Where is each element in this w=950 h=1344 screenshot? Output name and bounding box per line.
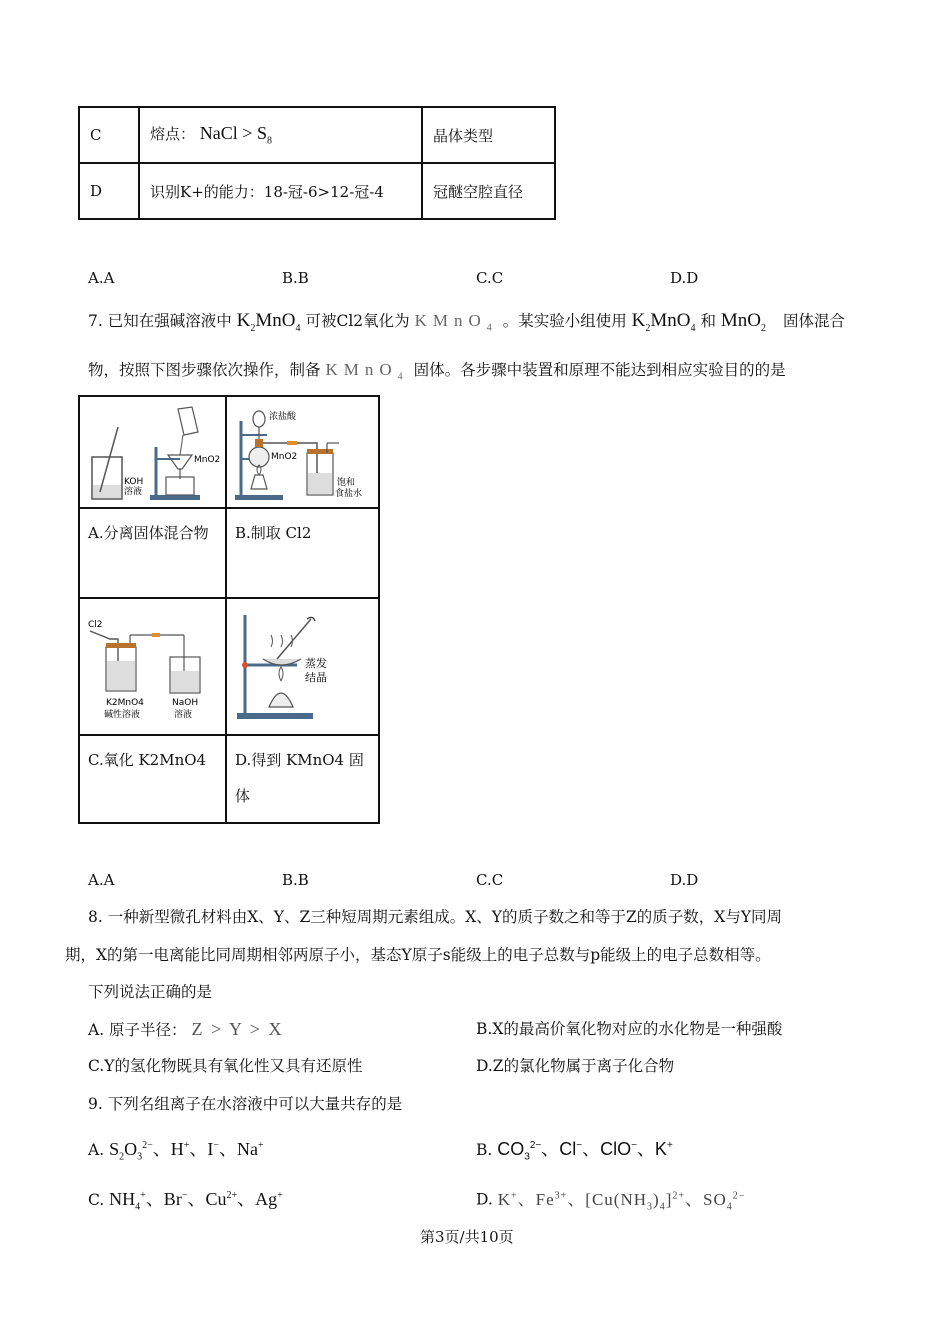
label-b-cell [226, 508, 379, 598]
q7-option-c[interactable]: C.C [476, 871, 504, 889]
q6-option-d[interactable]: D.D [670, 269, 699, 287]
q7-line1: 7. 已知在强碱溶液中 $K_2MnO_4$ 可被Cl2氧化为 KMnO$_4$ 。某实验小组使用 $K_2MnO_4$ 和 MnO$_2$ 固体混合 [88, 310, 845, 334]
svg-text:MnO2: MnO2 [194, 455, 221, 465]
filtration-diagram [80, 397, 225, 507]
q8-option-b[interactable]: B.X的最高价氧化物对应的水化物是一种强酸 [476, 1020, 783, 1038]
svg-text:结晶: 结晶 [305, 671, 327, 684]
q7-option-d[interactable]: D.D [670, 871, 699, 889]
svg-text:NaOH: NaOH [172, 698, 199, 708]
figure-c-cell [79, 598, 226, 735]
q8-line3: 下列说法正确的是 [88, 983, 213, 1001]
figure-d-cell [226, 598, 379, 735]
option-c-label: C.氧化 K2MnO4 [88, 751, 207, 769]
svg-text:饱和: 饱和 [337, 478, 356, 488]
q6-option-c[interactable]: C.C [476, 269, 504, 287]
q9-option-a[interactable]: A. $S_2O_3^{2-}$、H+、I−、Na+ [88, 1139, 264, 1163]
q6-option-a[interactable]: A.A [88, 269, 115, 287]
row-label: C [79, 107, 139, 163]
q8-option-c[interactable]: C.Y的氢化物既具有氧化性又具有还原性 [88, 1057, 363, 1075]
svg-text:溶液: 溶液 [124, 487, 143, 497]
svg-text:碱性溶液: 碱性溶液 [104, 710, 141, 720]
label-c-cell [79, 735, 226, 823]
q7-option-a[interactable]: A.A [88, 871, 115, 889]
label-d-cell [226, 735, 379, 823]
figure-b-cell [226, 396, 379, 508]
svg-text:Cl2: Cl2 [88, 620, 103, 630]
label-a-cell [79, 508, 226, 598]
table-row [79, 163, 555, 219]
evaporation-diagram [227, 599, 378, 734]
q8-line2: 期，X的第一电离能比同周期相邻两原子小，基态Y原子s能级上的电子总数与p能级上的电子总数相等。 [65, 946, 771, 964]
option-b-label: B.制取 Cl2 [235, 524, 312, 542]
svg-text:浓盐酸: 浓盐酸 [269, 412, 297, 422]
q7-option-b[interactable]: B.B [282, 871, 309, 889]
svg-text:溶液: 溶液 [174, 710, 193, 720]
svg-text:K2MnO4: K2MnO4 [106, 698, 144, 708]
q9-option-c[interactable]: C. $NH_4^+$、Br−、$Cu^{2+}$、Ag+ [88, 1189, 283, 1213]
q8-option-d[interactable]: D.Z的氯化物属于离子化合物 [476, 1057, 675, 1075]
q8-option-a[interactable]: A. 原子半径： Z > Y > X [88, 1019, 284, 1039]
q9-option-b[interactable]: B. $CO_3^{2-}$、Cl−、ClO−、K+ [476, 1139, 673, 1163]
svg-text:KOH: KOH [124, 477, 144, 487]
svg-text:食盐水: 食盐水 [335, 489, 363, 499]
chlorine-generator-diagram [227, 397, 378, 507]
q9-option-d[interactable]: D. K+、$Fe^{3+}$、$[Cu(NH_3)_4]^{2+}$、$SO_4^{2-}$ [476, 1189, 746, 1213]
q8-line1: 8. 一种新型微孔材料由X、Y、Z三种短周期元素组成。X、Y的质子数之和等于Z的质子数，X与Y同周 [88, 908, 783, 926]
svg-text:MnO2: MnO2 [271, 452, 298, 462]
option-d-label: D.得到 KMnO4 固体 [235, 751, 364, 805]
q6-option-b[interactable]: B.B [282, 269, 309, 287]
row-statement: 识别K+的能力：18-冠-6>12-冠-4 [139, 163, 422, 219]
q9-stem: 9. 下列名组离子在水溶液中可以大量共存的是 [88, 1095, 403, 1113]
criteria-table [78, 106, 556, 220]
oxidation-diagram [80, 599, 225, 734]
table-row [79, 107, 555, 163]
formula-mno2: MnO$_2$ [720, 310, 767, 334]
svg-text:蒸发: 蒸发 [305, 657, 327, 670]
row-reason: 晶体类型 [422, 107, 555, 163]
figure-a-cell [79, 396, 226, 508]
apparatus-table [78, 395, 380, 824]
option-a-label: A.分离固体混合物 [88, 524, 209, 542]
row-reason: 冠醚空腔直径 [422, 163, 555, 219]
page-number: 第3页/共10页 [420, 1228, 514, 1246]
formula-k2mno4: $K_2MnO_4$ [236, 310, 301, 334]
formula-kmno4: KMnO$_4$ [414, 311, 498, 334]
formula-nacl-s8: NaCl > $S_8$ [199, 123, 272, 147]
row-label: D [79, 163, 139, 219]
row-statement: 熔点： NaCl > $S_8$ [139, 107, 422, 163]
q7-line2: 物，按照下图步骤依次操作，制备 KMnO$_4$ 固体。各步骤中装置和原理不能达到相应实验目的的是 [88, 360, 786, 383]
